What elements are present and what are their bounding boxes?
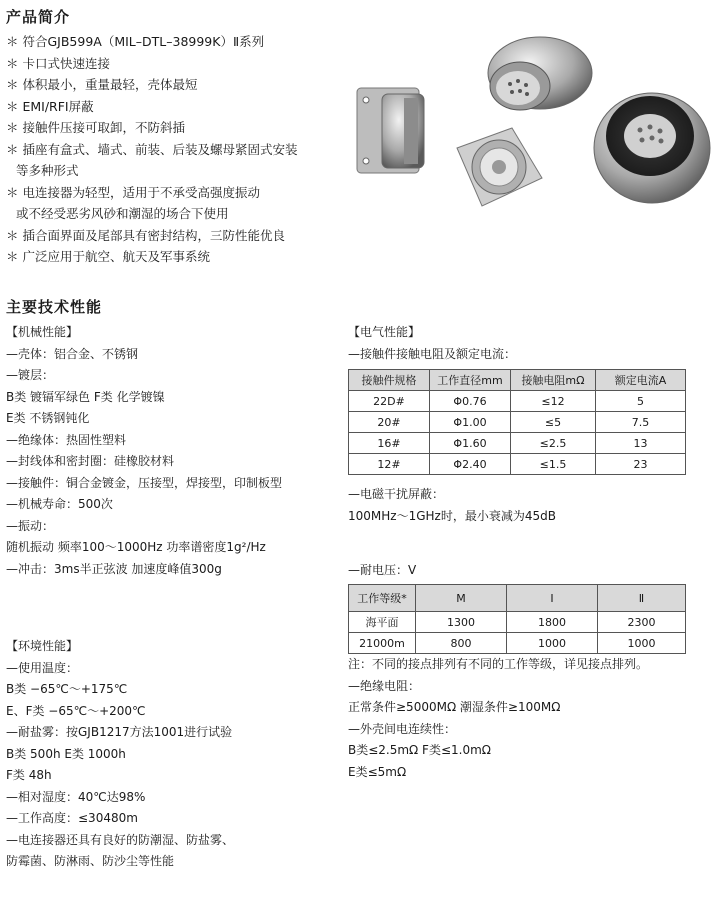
insulation-text: 正常条件≥5000MΩ 潮湿条件≥100MΩ (348, 700, 561, 714)
mechanical-section (6, 322, 282, 580)
shell-continuity-line: E类≤5mΩ (348, 764, 407, 779)
table-cell: 7.5 (596, 412, 686, 433)
intro-bullet: ＊ 接触件压接可取卸，不防斜插 (6, 120, 185, 135)
mech-line: —接触件：铜合金镀金，压接型，焊接型，印制板型 (6, 475, 283, 490)
mechanical-heading: 【机械性能】 (6, 325, 79, 339)
table-cell: Φ1.60 (430, 433, 511, 454)
table-cell: ≤5 (511, 412, 596, 433)
table-cell: 1000 (507, 633, 598, 654)
contact-resistance-table (348, 369, 686, 475)
table-header: 工作直径mm (430, 370, 511, 391)
env-line: —使用温度： (6, 660, 79, 675)
mech-line: —机械寿命：500次 (6, 497, 113, 511)
env-line: 防霉菌、防淋雨、防沙尘等性能 (6, 854, 175, 868)
performance-title: 主要技术性能 (6, 298, 103, 316)
table-cell: 12# (349, 454, 430, 475)
table-cell: 2300 (598, 612, 686, 633)
round-plug (594, 93, 710, 203)
table-cell: 1000 (598, 633, 686, 654)
table-row (349, 391, 686, 412)
intro-bullet: ＊ 卡口式快速连接 (6, 55, 110, 71)
table-cell: Φ0.76 (430, 391, 511, 412)
table-cell: 5 (596, 391, 686, 412)
table-cell: ≤2.5 (511, 433, 596, 454)
intro-bullet-cont: 或不经受恶劣风砂和潮湿的场合下使用 (16, 206, 229, 221)
mech-line: —壳体：铝合金、不锈钢 (6, 346, 139, 361)
table-cell: 海平面 (349, 612, 416, 633)
intro-bullet: ＊ 广泛应用于航空、航天及军事系统 (6, 249, 210, 264)
table-cell: Φ2.40 (430, 454, 511, 475)
table-cell: 800 (416, 633, 507, 654)
table-row (349, 633, 686, 654)
table-row (349, 412, 686, 433)
env-line: E、F类 −65℃～+200℃ (6, 703, 146, 718)
table-cell: 23 (596, 454, 686, 475)
intro-bullet: ＊ 插座有盒式、墙式、前装、后装及螺母紧固式安装 (6, 141, 298, 157)
emi-text: 100MHz～1GHz时，最小衰减为45dB (348, 508, 556, 523)
electrical-section (348, 322, 516, 365)
environmental-section (6, 636, 234, 873)
table-header: Ⅰ (507, 585, 598, 612)
table-cell: 1300 (416, 612, 507, 633)
intro-bullet: ＊ 电连接器为轻型，适用于不承受高强度振动 (6, 184, 260, 200)
table-row (349, 612, 686, 633)
table-cell: 20# (349, 412, 430, 433)
mech-line: —镀层： (6, 368, 55, 382)
table-cell: ≤12 (511, 391, 596, 412)
insulation-title: —绝缘电阻： (348, 678, 421, 693)
intro-bullet: ＊ 符合GJB599A（MIL–DTL–38999K）Ⅱ系列 (6, 34, 265, 49)
table-row (349, 454, 686, 475)
intro-bullet-cont: 等多种形式 (16, 163, 79, 178)
env-line: B类 500h E类 1000h (6, 746, 126, 761)
knurled-plug (488, 37, 592, 110)
intro-bullet: ＊ 体积最小，重量最轻，壳体最短 (6, 77, 198, 92)
table-cell: 1800 (507, 612, 598, 633)
mech-line: —封线体和密封圈：硅橡胶材料 (6, 454, 175, 468)
mech-line: —振动： (6, 518, 55, 533)
emi-section (348, 484, 556, 527)
square-receptacle-front (457, 128, 542, 206)
withstand-voltage-table (348, 584, 686, 654)
mech-line: 随机振动 频率100～1000Hz 功率谱密度1g²/Hz (6, 540, 266, 554)
table-cell: 21000m (349, 633, 416, 654)
intro-bullet-list (6, 31, 297, 268)
voltage-section (348, 560, 416, 582)
intro-bullet: ＊ EMI/RFI屏蔽 (6, 98, 94, 114)
env-line: —电连接器还具有良好的防潮湿、防盐雾、 (6, 832, 235, 847)
env-line: —耐盐雾：按GJB1217方法1001进行试验 (6, 725, 233, 739)
table-header: 工作等级* (349, 585, 416, 612)
intro-bullet: ＊ 插合面界面及尾部具有密封结构，三防性能优良 (6, 227, 285, 243)
env-line: —相对湿度：40℃达98% (6, 789, 146, 804)
mech-line: —冲击：3ms半正弦波 加速度峰值300g (6, 561, 222, 576)
intro-title: 产品简介 (6, 8, 71, 26)
square-flange-receptacle (357, 88, 424, 173)
table-cell: 16# (349, 433, 430, 454)
table-header: 接触电阻mΩ (511, 370, 596, 391)
voltage-title: —耐电压：V (348, 563, 417, 577)
env-line: F类 48h (6, 768, 52, 782)
table-header: Ⅱ (598, 585, 686, 612)
table-row (349, 433, 686, 454)
table-cell: Φ1.00 (430, 412, 511, 433)
env-line: B类 −65℃～+175℃ (6, 682, 128, 696)
env-line: —工作高度：≤30480m (6, 811, 138, 825)
mech-line: E类 不锈钢钝化 (6, 411, 90, 425)
electrical-heading: 【电气性能】 (348, 325, 421, 339)
emi-title: —电磁干扰屏蔽： (348, 487, 445, 501)
table-cell: ≤1.5 (511, 454, 596, 475)
table-header: 额定电流A (596, 370, 686, 391)
connector-product-photo (352, 28, 712, 223)
shell-continuity-title: —外壳间电连续性： (348, 721, 457, 736)
table-cell: 22D# (349, 391, 430, 412)
table-cell: 13 (596, 433, 686, 454)
voltage-note: 注：不同的接点排列有不同的工作等级，详见接点排列。 (348, 657, 649, 671)
electrical-notes (348, 654, 648, 783)
mech-line: —绝缘体：热固性塑料 (6, 432, 127, 447)
table-header: 接触件规格 (349, 370, 430, 391)
environmental-heading: 【环境性能】 (6, 639, 79, 653)
shell-continuity-line: B类≤2.5mΩ F类≤1.0mΩ (348, 743, 491, 757)
contact-resistance-title: —接触件接触电阻及额定电流： (348, 346, 517, 361)
table-header: M (416, 585, 507, 612)
mech-line: B类 镀镉军绿色 F类 化学镀镍 (6, 389, 165, 404)
